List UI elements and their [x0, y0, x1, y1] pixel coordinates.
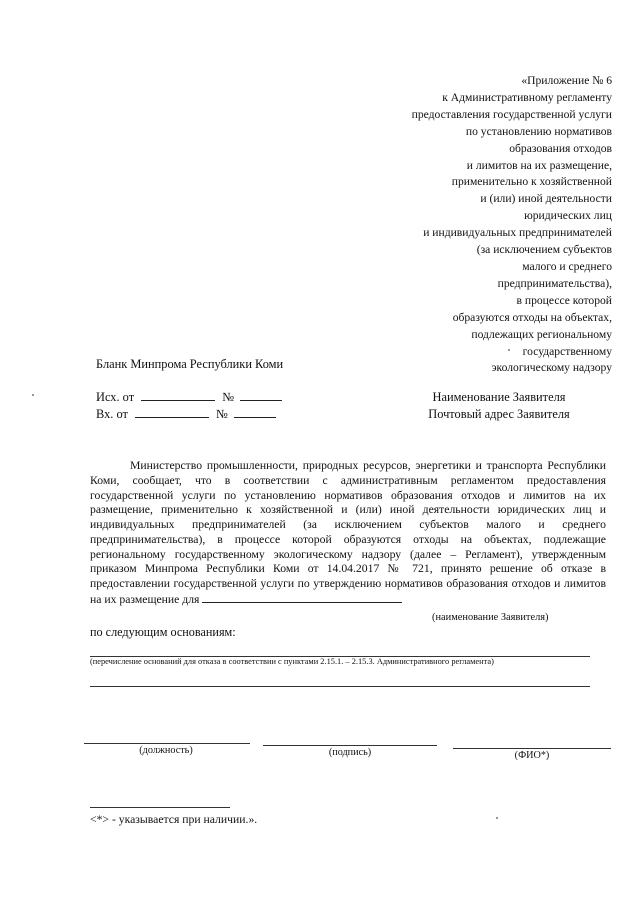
fio-line	[453, 748, 611, 749]
outgoing-ref	[96, 389, 282, 406]
appendix-line: и индивидуальных предпринимателей	[423, 226, 612, 240]
incoming-label: Вх. от	[96, 407, 128, 421]
appendix-line: (за исключением субъектов	[476, 243, 612, 257]
refusal-paragraph-text: Министерство промышленности, природных ресурсов, энергетики и транспорта Республики Коми, сообщает, что в соответствии с административным регламентом предоставления государственной услуги по установлению нормативов образования отходов и лимитов на их размещение, применительно к хозяйственной и (или) иной деятельности юридических лиц и индивидуальных предпринимателей (за исключением субъектов малого и среднего предпринимательства), в процессе которой образуются отходы на объектах, подлежащие региональному государственному экологическому надзору (далее – Регламент), утвержденным приказом Минпрома Республики Коми от 14.04.2017 № 721, принято решение об отказе в предоставлении государственной услуги по утверждению нормативов образования отходов и лимитов на их размещение для	[90, 459, 606, 606]
footnote-separator	[90, 807, 230, 808]
appendix-line: к Административному регламенту	[442, 90, 612, 104]
applicant-name-blank	[202, 592, 402, 603]
letterhead: Бланк Минпрома Республики Коми	[96, 357, 284, 371]
outgoing-number-blank	[240, 389, 282, 401]
appendix-line: по установлению нормативов	[465, 124, 612, 138]
applicant-block	[422, 389, 576, 423]
position-caption: (должность)	[139, 745, 193, 756]
appendix-header	[282, 73, 612, 377]
grounds-label: по следующим основаниям:	[90, 625, 236, 639]
appendix-line: экологическому надзору	[491, 361, 612, 375]
position-line	[84, 743, 250, 744]
applicant-address: Почтовый адрес Заявителя	[428, 407, 570, 421]
appendix-line: применительно к хозяйственной	[451, 175, 612, 189]
outgoing-date-blank	[141, 389, 215, 401]
number-label: №	[222, 390, 235, 404]
applicant-caption: (наименование Заявителя)	[432, 612, 549, 623]
footnote: <*> - указывается при наличии.».	[90, 813, 258, 826]
incoming-ref	[96, 406, 282, 423]
refusal-text	[90, 459, 606, 608]
appendix-line: образования отходов	[509, 141, 612, 155]
appendix-line: малого и среднего	[522, 259, 612, 273]
appendix-line: образуются отходы на объектах,	[452, 310, 612, 324]
scan-speck	[32, 394, 34, 396]
applicant-name: Наименование Заявителя	[432, 390, 566, 404]
incoming-number-blank	[234, 406, 276, 418]
number-label: №	[216, 407, 228, 421]
scan-speck	[496, 817, 498, 819]
appendix-line: предпринимательства),	[497, 276, 612, 290]
scan-speck	[508, 349, 510, 351]
grounds-line-2	[90, 686, 590, 687]
appendix-line: «Приложение № 6	[521, 74, 612, 87]
grounds-caption: (перечисление оснований для отказа в соответствии с пунктами 2.15.1. – 2.15.3. Административного регламента)	[90, 657, 494, 666]
outgoing-label: Исх. от	[96, 390, 135, 404]
refusal-paragraph	[90, 459, 606, 608]
appendix-line: и (или) иной деятельности	[480, 192, 612, 206]
appendix-line: юридических лиц	[524, 209, 612, 223]
incoming-date-blank	[135, 406, 209, 418]
appendix-line: и лимитов на их размещение,	[466, 158, 612, 172]
appendix-line: в процессе которой	[516, 293, 612, 307]
signature-caption: (подпись)	[328, 747, 372, 758]
appendix-line: подлежащих региональному	[471, 327, 612, 341]
fio-caption: (ФИО*)	[514, 750, 550, 761]
appendix-line: государственному	[522, 344, 612, 358]
reference-block	[96, 389, 282, 423]
signature-line	[263, 745, 437, 746]
appendix-line: предоставления государственной услуги	[411, 107, 612, 121]
